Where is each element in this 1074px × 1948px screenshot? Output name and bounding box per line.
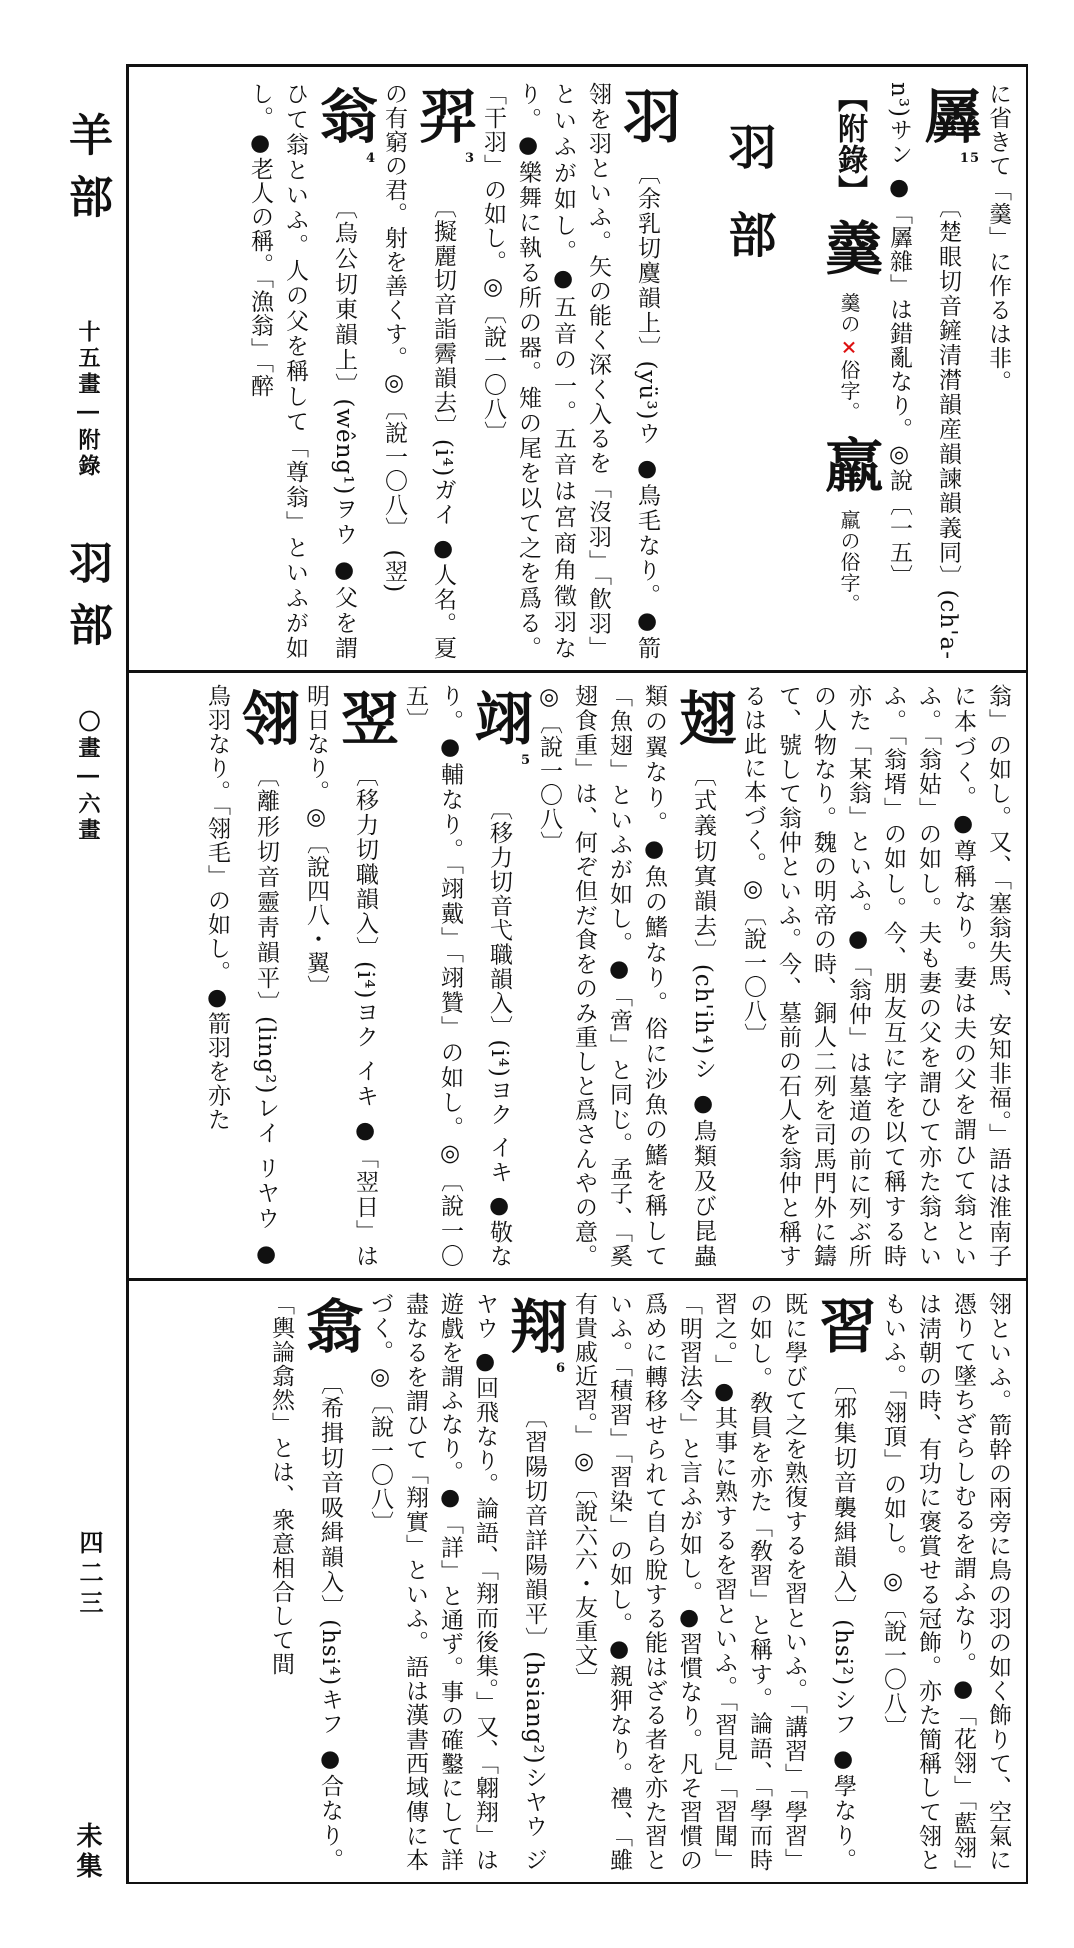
headword: 翕 xyxy=(296,1296,364,1354)
dictionary-entry xyxy=(303,684,399,1268)
dictionary-entry xyxy=(268,1292,364,1872)
stroke-count: 3 xyxy=(464,151,475,166)
red-x-mark: × xyxy=(837,334,861,360)
running-head-radical-current: 羽部 xyxy=(61,540,112,664)
headword: 羸 xyxy=(815,434,883,493)
tier-divider-2 xyxy=(126,1278,1028,1281)
dictionary-entry xyxy=(367,1292,568,1872)
stroke-count: 6 xyxy=(555,1361,566,1376)
tier-middle xyxy=(140,684,1015,1268)
entry-definition: 〔希揖切音吸緝韻入〕(hsi⁴)キフ ●合なり。「輿論翕然」とは、衆意相合して間 xyxy=(268,1292,343,1872)
dictionary-entry xyxy=(571,1292,877,1872)
entry-definition: 〔擬麗切音詣霽韻去〕(i⁴)ガイ ●人名。夏の有窮の君。射を善くす。◎〔說一〇八〕 xyxy=(381,82,456,660)
entry-definition: 〔余乳切麌韻上〕(yü³)ウ ●鳥毛なり。●箭翎を羽といふ。矢の能く深く入るを「沒羽」「飮羽」といふが如し。●五音の一。五音は宮商角徵羽なり。●樂舞に執る所の器。雉の尾を以て之を爲る。「干羽」の如し。◎〔說一〇八〕 xyxy=(480,82,660,660)
headword: 翅 xyxy=(669,688,737,746)
headword: 羼 xyxy=(914,86,982,144)
headword: 翎 xyxy=(232,688,300,746)
headword: 羹 xyxy=(815,218,883,277)
stroke-count: 4 xyxy=(365,151,376,166)
entry-definition: 〔移力切音弋職韻入〕(i⁴)ヨク イキ ●敬なり。●輔なり。「翊戴」「翊贊」の如し。◎〔說一〇五〕 xyxy=(402,684,512,1268)
gloss-text: 俗字。 xyxy=(837,359,861,423)
dictionary-entry xyxy=(402,684,533,1268)
dictionary-entry xyxy=(480,82,681,660)
entry-definition: 〔邪集切音襲緝韻入〕(hsi²)シフ ●學なり。既に學びて之を熟復するを習といふ。「講習」「學習」の如し。敎員を亦た「敎習」と稱す。論語、「學而時習之。」●其事に熟するを習といふ。「習見」「習聞」「明習法令」と言ふが如し。●習慣なり。凡そ習慣の爲めに轉移せられて自ら脫する能はざる者を亦た習といふ。「積習」「習染」の如し。●親狎なり。禮、「雖有貴戚近習。」◎〔說六六・友重文〕 xyxy=(571,1292,856,1872)
page-number: 四二三 xyxy=(75,1530,104,1620)
tier-divider-1 xyxy=(126,670,1028,673)
stroke-count: 5 xyxy=(520,753,531,768)
headword: 羽 xyxy=(613,86,681,144)
headword: 翁 xyxy=(310,86,378,144)
continued-text: に省きて「羹」に作るは非。 xyxy=(985,82,1011,394)
running-head-radical: 羊部 xyxy=(61,112,112,236)
headword: 翊 xyxy=(465,688,533,746)
headword: 翌 xyxy=(331,688,399,746)
headword: 羿 xyxy=(409,86,477,144)
entry-definition: 羸の俗字。 xyxy=(837,509,861,615)
headword: 翔 xyxy=(500,1296,568,1354)
headword: 習 xyxy=(809,1296,877,1354)
entry-definition: 〔式義切寘韻去〕(ch'ih⁴)シ ●鳥類及び昆蟲類の翼なり。●魚の鰭なり。俗に沙魚の鰭を稱して「魚翅」といふが如し。●「啻」と同じ。孟子、「奚翅食重」は、何ぞ但だ食をのみ重しと爲さんやの意。◎〔說一〇八〕 xyxy=(536,684,716,1268)
tier-top xyxy=(140,82,1015,660)
entry-definition xyxy=(837,293,861,423)
continued-text: 翎といふ。箭幹の兩旁に鳥の羽の如く飾りて、空氣に憑りて墜ちざらしむるを謂ふなり。●「花翎」「藍翎」は淸朝の時、有功に褒賞せる冠飾。亦た簡稱して翎ともいふ。「翎頂」の如し。◎〔說一〇八〕 xyxy=(880,1292,1011,1872)
entry-definition: 〔離形切音靈靑韻平〕(ling²)レイ リヤウ ●鳥羽なり。「翎毛」の如し。●箭羽を亦た xyxy=(204,684,279,1268)
entry-definition: 〔楚眼切音鏟清潸韻産韻諫韻義同〕(ch'a-n³)サン ●「羼雜」は錯亂なり。◎說〔一五〕 xyxy=(886,82,961,660)
gloss-text: 羹の xyxy=(837,292,861,335)
dictionary-entry xyxy=(247,82,378,660)
dictionary-entry xyxy=(381,82,477,660)
stroke-count: 15 xyxy=(959,151,980,166)
variant-form: (翌) xyxy=(381,549,407,594)
dictionary-entry xyxy=(886,82,982,660)
section-title: 羽部 xyxy=(720,122,776,298)
entry-definition: 〔移力切職韻入〕(i⁴)ヨク イキ ●「翌日」は明日なり。◎〔說四八・翼〕 xyxy=(303,684,378,1268)
appendix-label: 【附錄】 xyxy=(832,82,867,206)
dictionary-entry xyxy=(204,684,300,1268)
continued-text: 翁」の如し。又、「塞翁失馬、安知非福。」語は淮南子に本づく。●尊稱なり。妻は夫の父を謂ひて翁といふ。「翁姑」の如し。夫も妻の父を謂ひて亦た翁といふ。「翁壻」の如し。今、朋友互に字を以て稱する時亦た「某翁」といふ。●「翁仲」は墓道の前に列ぶ所の人物なり。魏の明帝の時、銅人二列を司馬門外に鑄て、號して翁仲といふ。今、墓前の石人を翁仲と稱するは此に本づく。◎〔說一〇八〕 xyxy=(740,684,1011,1268)
running-head-stroke-range: 十五畫―附錄 xyxy=(75,320,101,480)
entry-definition: 〔習陽切音詳陽韻平〕(hsiang²)シヤウ ジヤウ ●回飛なり。論語、「翔而後集。」又、「翺翔」は遊戲を謂ふなり。●「詳」と通ず。事の確鑿にして詳盡なるを謂ひて「翔實」といふ。語は漢書西域傳に本づく。◎〔說一〇八〕 xyxy=(367,1292,547,1872)
entry-definition: 〔烏公切東韻上〕(wêng¹)ヲウ ●父を謂ひて翁といふ。人の父を稱して「尊翁」といふが如し。●老人の稱。「漁翁」「醉 xyxy=(247,82,357,660)
dictionary-entry xyxy=(536,684,737,1268)
volume-label: 未集 xyxy=(72,1822,102,1882)
running-head-stroke-range-current: 〇畫―六畫 xyxy=(75,710,101,844)
tier-bottom xyxy=(140,1292,1015,1872)
